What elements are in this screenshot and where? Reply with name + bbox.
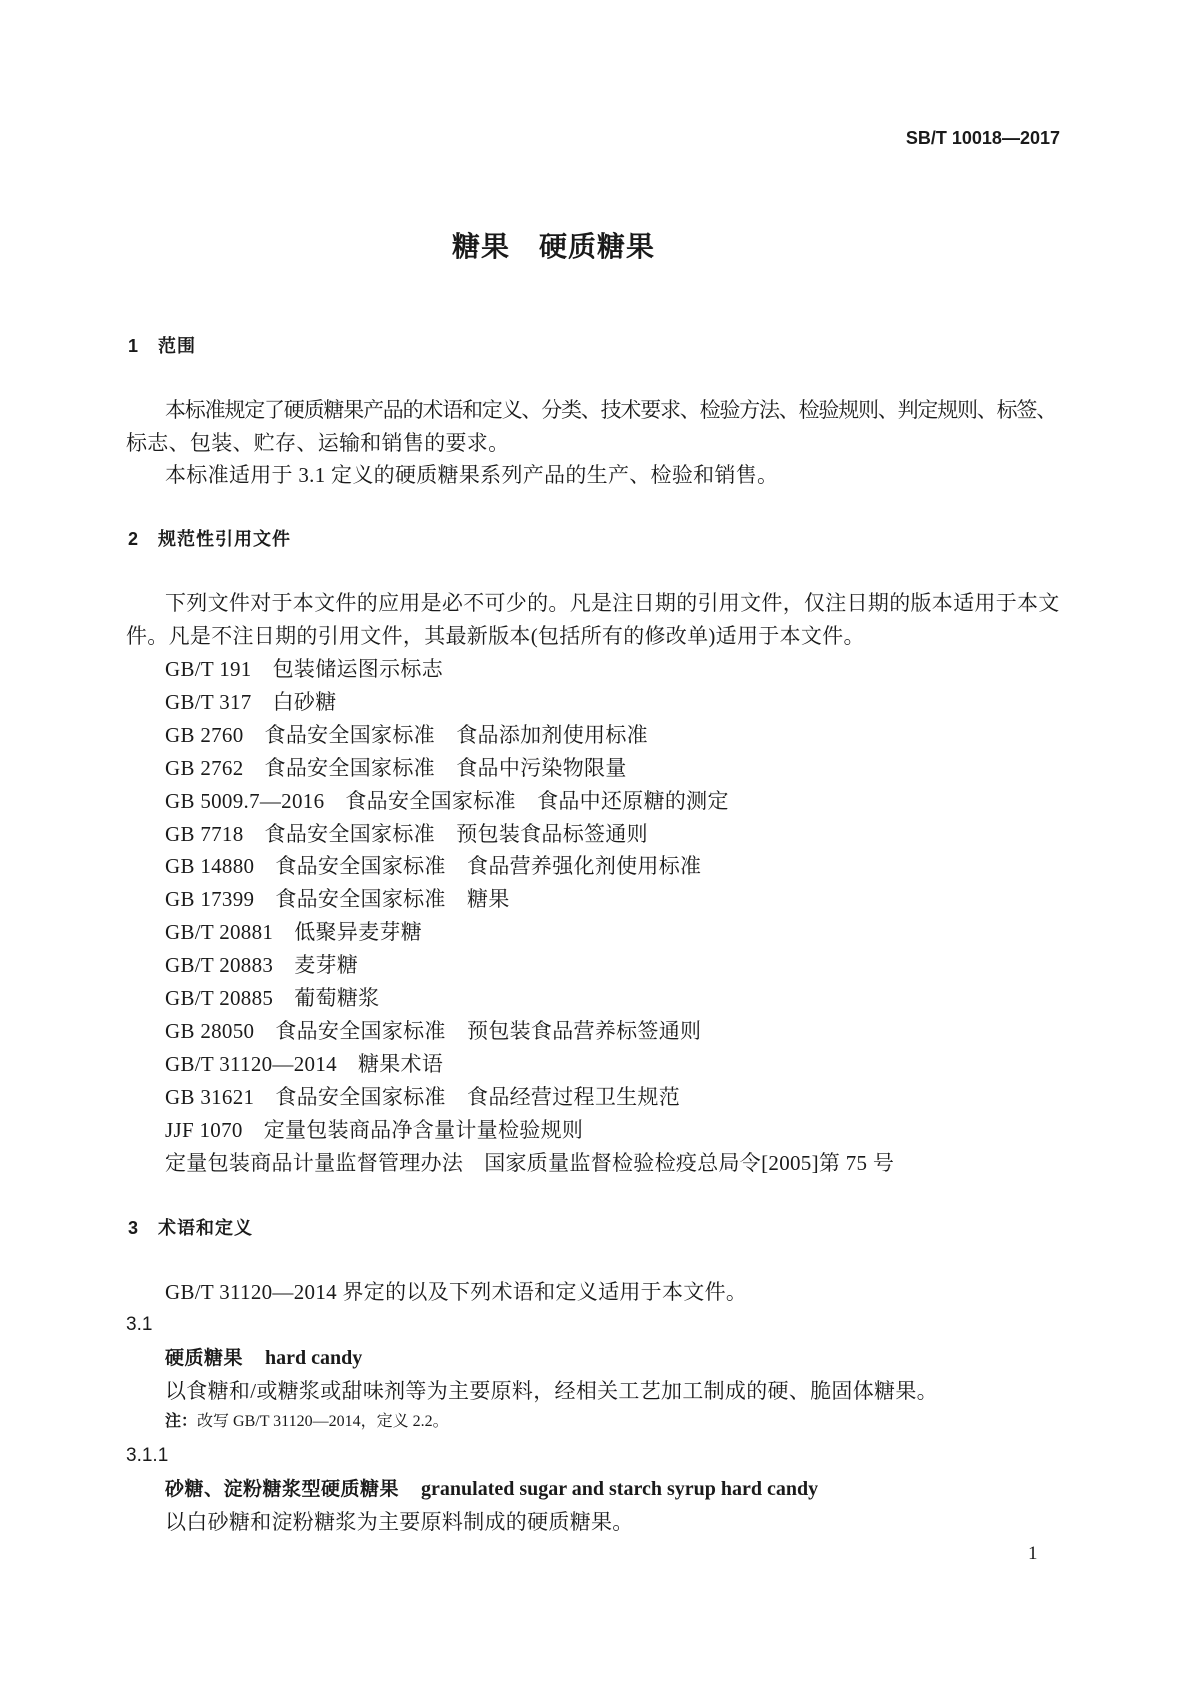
section-2-heading <box>128 527 291 551</box>
reference-title: 定量包装商品净含量计量检验规则 <box>263 1118 584 1142</box>
reference-item <box>165 689 337 715</box>
reference-id: GB/T 20885 <box>165 986 274 1010</box>
reference-id: GB 5009.7—2016 <box>165 789 325 813</box>
section-number: 2 <box>128 529 139 549</box>
section-number: 1 <box>128 336 139 356</box>
term-definition: 以食糖和/或糖浆或甜味剂等为主要原料，经相关工艺加工制成的硬、脆固体糖果。 <box>165 1379 938 1403</box>
reference-title: 食品安全国家标准 预包装食品标签通则 <box>264 822 648 846</box>
reference-item <box>165 1051 443 1077</box>
reference-id: 定量包装商品计量监督管理办法 <box>165 1151 464 1175</box>
reference-item <box>165 1117 583 1143</box>
reference-item <box>165 919 422 945</box>
reference-id: GB 31621 <box>165 1085 255 1109</box>
reference-title: 国家质量监督检验检疫总局令[2005]第 75 号 <box>484 1151 895 1175</box>
section-title: 规范性引用文件 <box>158 529 292 549</box>
reference-title: 食品安全国家标准 食品添加剂使用标准 <box>264 723 648 747</box>
reference-item <box>165 1084 680 1110</box>
paragraph-line: 标志、包装、贮存、运输和销售的要求。 <box>126 431 510 455</box>
reference-title: 食品安全国家标准 食品中还原糖的测定 <box>345 789 729 813</box>
reference-item <box>165 656 443 682</box>
reference-id: GB 14880 <box>165 854 255 878</box>
reference-title: 食品安全国家标准 食品营养强化剂使用标准 <box>275 854 702 878</box>
reference-title: 食品安全国家标准 糖果 <box>275 887 510 911</box>
reference-item <box>165 1150 894 1176</box>
term-chinese: 砂糖、淀粉糖浆型硬质糖果 <box>165 1479 400 1500</box>
reference-id: GB/T 31120—2014 <box>165 1052 337 1076</box>
term-note <box>165 1412 449 1432</box>
reference-id: GB 2762 <box>165 756 244 780</box>
paragraph-line: GB/T 31120—2014 界定的以及下列术语和定义适用于本文件。 <box>165 1280 748 1304</box>
reference-title: 低聚异麦芽糖 <box>294 920 423 944</box>
term-definition: 以白砂糖和淀粉糖浆为主要原料制成的硬质糖果。 <box>165 1510 634 1534</box>
section-1-heading <box>128 334 196 358</box>
paragraph-line: 本标准适用于 3.1 定义的硬质糖果系列产品的生产、检验和销售。 <box>165 463 779 487</box>
reference-id: GB/T 191 <box>165 657 252 681</box>
section-title: 范围 <box>158 336 197 356</box>
reference-title: 食品安全国家标准 预包装食品营养标签通则 <box>275 1019 702 1043</box>
term-english: hard candy <box>265 1347 363 1369</box>
section-title: 术语和定义 <box>158 1218 254 1238</box>
clause-number: 3.1 <box>126 1314 153 1335</box>
term-heading <box>165 1345 362 1373</box>
page-number: 1 <box>1028 1543 1038 1564</box>
document-title: 糖果 硬质糖果 <box>452 231 656 262</box>
reference-id: GB 2760 <box>165 723 244 747</box>
reference-id: GB/T 317 <box>165 690 252 714</box>
reference-title: 葡萄糖浆 <box>294 986 380 1010</box>
reference-item <box>165 788 729 814</box>
reference-item <box>165 821 648 847</box>
paragraph-line: 本标准规定了硬质糖果产品的术语和定义、分类、技术要求、检验方法、检验规则、判定规则、标签、 <box>165 398 1056 422</box>
reference-id: GB/T 20883 <box>165 953 274 977</box>
paragraph-line: 下列文件对于本文件的应用是必不可少的。凡是注日期的引用文件，仅注日期的版本适用于本文 <box>165 591 1060 615</box>
term-chinese: 硬质糖果 <box>165 1348 244 1369</box>
reference-item <box>165 985 379 1011</box>
note-label: 注： <box>165 1413 198 1430</box>
reference-id: JJF 1070 <box>165 1118 243 1142</box>
reference-id: GB/T 20881 <box>165 920 274 944</box>
reference-id: GB 28050 <box>165 1019 255 1043</box>
reference-title: 食品安全国家标准 食品经营过程卫生规范 <box>275 1085 681 1109</box>
section-number: 3 <box>128 1218 139 1238</box>
term-heading <box>165 1476 818 1504</box>
reference-title: 白砂糖 <box>272 690 337 714</box>
clause-number: 3.1.1 <box>126 1445 169 1466</box>
document-code: SB/T 10018—2017 <box>905 128 1060 148</box>
reference-item <box>165 722 648 748</box>
reference-id: GB 7718 <box>165 822 244 846</box>
reference-title: 包装储运图示标志 <box>272 657 444 681</box>
section-3-heading <box>128 1216 253 1240</box>
reference-title: 食品安全国家标准 食品中污染物限量 <box>264 756 627 780</box>
reference-item <box>165 952 358 978</box>
reference-title: 糖果术语 <box>357 1052 444 1076</box>
reference-title: 麦芽糖 <box>294 953 359 977</box>
note-text: 改写 GB/T 31120—2014，定义 2.2。 <box>197 1413 449 1430</box>
reference-item <box>165 886 510 912</box>
term-english: granulated sugar and starch syrup hard candy <box>421 1478 819 1500</box>
reference-item <box>165 853 701 879</box>
paragraph-line: 件。凡是不注日期的引用文件，其最新版本(包括所有的修改单)适用于本文件。 <box>126 624 865 648</box>
reference-item <box>165 755 627 781</box>
reference-id: GB 17399 <box>165 887 255 911</box>
reference-item <box>165 1018 701 1044</box>
